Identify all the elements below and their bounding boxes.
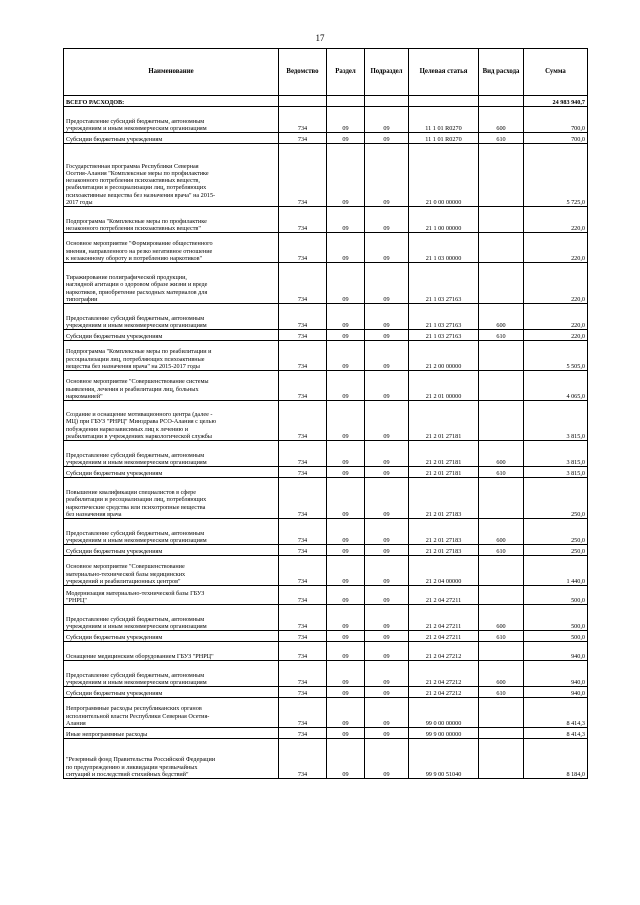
row-name: Подпрограмма "Комплексные меры по реабилитации и ресоциализации лиц, потребляющих психоактивные вещества без назначения врача" на 2015-2017 годы bbox=[64, 341, 279, 371]
row-subsection: 09 bbox=[365, 586, 409, 605]
row-name: Создание и оснащение мотивационного центра (далее - МЦ) при ГБУЗ "РНРЦ" Минздрава РСО-Алания с целью побуждения наркозависимых лиц к лечению и реабилитации в учреждениях наркологической службы bbox=[64, 401, 279, 441]
row-sum: 220,0 bbox=[524, 330, 588, 341]
row-target: 21 2 01 27183 bbox=[409, 478, 479, 519]
table-row bbox=[64, 642, 588, 661]
row-dept: 734 bbox=[279, 467, 327, 478]
row-section: 09 bbox=[327, 545, 365, 556]
row-subsection: 09 bbox=[365, 401, 409, 441]
row-sum: 940,0 bbox=[524, 642, 588, 661]
row-sum: 250,0 bbox=[524, 545, 588, 556]
row-target: 21 2 01 27183 bbox=[409, 545, 479, 556]
row-subsection: 09 bbox=[365, 107, 409, 133]
row-exp-type bbox=[479, 144, 524, 207]
header-subsection: Подраздел bbox=[365, 49, 409, 96]
row-exp-type bbox=[479, 207, 524, 233]
page-number: 17 bbox=[315, 33, 325, 43]
table-row bbox=[64, 144, 588, 207]
row-subsection: 09 bbox=[365, 642, 409, 661]
row-sum: 220,0 bbox=[524, 304, 588, 330]
row-name: Основное мероприятие "Формирование общественного мнения, направленного на резко негативное отношение к незаконному обороту и потреблению наркотиков" bbox=[64, 233, 279, 263]
table-row bbox=[64, 207, 588, 233]
row-section bbox=[327, 96, 365, 107]
row-sum: 500,0 bbox=[524, 586, 588, 605]
row-target: 21 2 01 00000 bbox=[409, 371, 479, 401]
row-exp-type: 600 bbox=[479, 304, 524, 330]
row-section: 09 bbox=[327, 371, 365, 401]
row-name: Тиражирование полиграфической продукции, наглядной агитации о здоровом образе жизни и вреде наркотиков, приобретение расходных материалов для типографии bbox=[64, 263, 279, 304]
row-dept: 734 bbox=[279, 545, 327, 556]
row-dept: 734 bbox=[279, 263, 327, 304]
row-dept: 734 bbox=[279, 371, 327, 401]
row-dept bbox=[279, 96, 327, 107]
row-sum: 700,0 bbox=[524, 133, 588, 144]
row-section: 09 bbox=[327, 519, 365, 545]
row-exp-type bbox=[479, 728, 524, 739]
row-exp-type bbox=[479, 556, 524, 586]
row-sum: 3 815,0 bbox=[524, 441, 588, 467]
row-dept: 734 bbox=[279, 687, 327, 698]
row-subsection bbox=[365, 96, 409, 107]
row-subsection: 09 bbox=[365, 341, 409, 371]
row-sum: 250,0 bbox=[524, 478, 588, 519]
row-exp-type bbox=[479, 263, 524, 304]
row-exp-type: 610 bbox=[479, 545, 524, 556]
row-name: Непрограммные расходы республиканских органов исполнительной власти Республики Северная Осетия- Алания bbox=[64, 698, 279, 728]
row-sum: 24 983 940,7 bbox=[524, 96, 588, 107]
row-target: 21 2 01 27181 bbox=[409, 401, 479, 441]
header-exp-type: Вид расхода bbox=[479, 49, 524, 96]
table-row bbox=[64, 586, 588, 605]
row-target: 21 2 04 27212 bbox=[409, 642, 479, 661]
row-section: 09 bbox=[327, 556, 365, 586]
table-row bbox=[64, 605, 588, 631]
row-subsection: 09 bbox=[365, 467, 409, 478]
row-section: 09 bbox=[327, 207, 365, 233]
table-row bbox=[64, 478, 588, 519]
table-row bbox=[64, 330, 588, 341]
row-sum: 220,0 bbox=[524, 233, 588, 263]
table-row bbox=[64, 698, 588, 728]
row-dept: 734 bbox=[279, 330, 327, 341]
row-name: Субсидии бюджетным учреждениям bbox=[64, 687, 279, 698]
row-dept: 734 bbox=[279, 304, 327, 330]
row-name: Государственная программа Республики Северная Осетия-Алания "Комплексные меры по профилактике незаконного потребления психоактивных веществ, реабилитации и ресоциализации лиц, потребляющих психоактивные вещества без назначения врача" на 2015- 2017 годы bbox=[64, 144, 279, 207]
row-subsection: 09 bbox=[365, 698, 409, 728]
row-sum: 5 505,0 bbox=[524, 341, 588, 371]
row-subsection: 09 bbox=[365, 330, 409, 341]
row-target: 99 0 00 00000 bbox=[409, 698, 479, 728]
row-name: Модернизация материально-технической базы ГБУЗ "РНРЦ" bbox=[64, 586, 279, 605]
row-exp-type: 600 bbox=[479, 661, 524, 687]
row-name: Основное мероприятие "Совершенствование материально-технической базы медицинских учреждений и реабилитационных центров" bbox=[64, 556, 279, 586]
row-exp-type bbox=[479, 478, 524, 519]
row-section: 09 bbox=[327, 401, 365, 441]
table-row bbox=[64, 728, 588, 739]
row-sum: 1 440,0 bbox=[524, 556, 588, 586]
row-dept: 734 bbox=[279, 642, 327, 661]
row-dept: 734 bbox=[279, 133, 327, 144]
row-target: 21 1 03 27163 bbox=[409, 330, 479, 341]
row-dept: 734 bbox=[279, 519, 327, 545]
table-row bbox=[64, 133, 588, 144]
row-dept: 734 bbox=[279, 441, 327, 467]
row-target: 99 9 00 51040 bbox=[409, 739, 479, 779]
row-section: 09 bbox=[327, 233, 365, 263]
row-name: Предоставление субсидий бюджетным, автономным учреждениям и иным некоммерческим организациям bbox=[64, 304, 279, 330]
row-name: Субсидии бюджетным учреждениям bbox=[64, 330, 279, 341]
row-section: 09 bbox=[327, 304, 365, 330]
row-target: 21 1 03 00000 bbox=[409, 233, 479, 263]
row-section: 09 bbox=[327, 144, 365, 207]
table-row bbox=[64, 371, 588, 401]
row-dept: 734 bbox=[279, 478, 327, 519]
row-section: 09 bbox=[327, 739, 365, 779]
row-section: 09 bbox=[327, 107, 365, 133]
row-target bbox=[409, 96, 479, 107]
row-name: Подпрограмма "Комплексные меры по профилактике незаконного потребления психоактивных веществ" bbox=[64, 207, 279, 233]
row-sum: 4 065,0 bbox=[524, 371, 588, 401]
row-name: Иные непрограммные расходы bbox=[64, 728, 279, 739]
row-target: 21 2 00 00000 bbox=[409, 341, 479, 371]
row-sum: 940,0 bbox=[524, 661, 588, 687]
row-subsection: 09 bbox=[365, 739, 409, 779]
row-target: 21 2 04 00000 bbox=[409, 556, 479, 586]
header-dept: Ведомство bbox=[279, 49, 327, 96]
row-target: 21 1 03 27163 bbox=[409, 263, 479, 304]
row-subsection: 09 bbox=[365, 556, 409, 586]
row-section: 09 bbox=[327, 330, 365, 341]
table-row bbox=[64, 441, 588, 467]
row-exp-type: 600 bbox=[479, 605, 524, 631]
row-subsection: 09 bbox=[365, 304, 409, 330]
row-target: 21 2 04 27211 bbox=[409, 586, 479, 605]
row-name: Основное мероприятие "Совершенствование системы выявления, лечения и реабилитации лиц, больных наркоманией" bbox=[64, 371, 279, 401]
row-dept: 734 bbox=[279, 586, 327, 605]
row-subsection: 09 bbox=[365, 441, 409, 467]
row-exp-type bbox=[479, 341, 524, 371]
row-sum: 500,0 bbox=[524, 631, 588, 642]
row-dept: 734 bbox=[279, 341, 327, 371]
row-target: 21 2 04 27212 bbox=[409, 661, 479, 687]
row-name: "Резервный фонд Правительства Российской Федерации по предупреждению и ликвидации чрезвычайных ситуаций и последствий стихийных бедствий" bbox=[64, 739, 279, 779]
row-exp-type bbox=[479, 642, 524, 661]
row-exp-type: 600 bbox=[479, 441, 524, 467]
row-target: 99 9 00 00000 bbox=[409, 728, 479, 739]
row-exp-type: 610 bbox=[479, 631, 524, 642]
row-target: 11 1 01 R0270 bbox=[409, 133, 479, 144]
row-section: 09 bbox=[327, 605, 365, 631]
row-section: 09 bbox=[327, 341, 365, 371]
row-name: Субсидии бюджетным учреждениям bbox=[64, 133, 279, 144]
table-row bbox=[64, 263, 588, 304]
row-sum: 220,0 bbox=[524, 207, 588, 233]
row-target: 21 2 01 27183 bbox=[409, 519, 479, 545]
row-section: 09 bbox=[327, 133, 365, 144]
row-name: ВСЕГО РАСХОДОВ: bbox=[64, 96, 279, 107]
row-target: 21 0 00 00000 bbox=[409, 144, 479, 207]
row-dept: 734 bbox=[279, 605, 327, 631]
row-target: 21 1 03 27163 bbox=[409, 304, 479, 330]
row-section: 09 bbox=[327, 661, 365, 687]
row-exp-type bbox=[479, 739, 524, 779]
row-dept: 734 bbox=[279, 401, 327, 441]
row-section: 09 bbox=[327, 441, 365, 467]
row-subsection: 09 bbox=[365, 478, 409, 519]
row-section: 09 bbox=[327, 631, 365, 642]
row-exp-type: 610 bbox=[479, 467, 524, 478]
row-exp-type bbox=[479, 96, 524, 107]
row-target: 21 2 04 27211 bbox=[409, 631, 479, 642]
header-target: Целевая статья bbox=[409, 49, 479, 96]
row-name: Оснащение медицинским оборудованием ГБУЗ "РНРЦ" bbox=[64, 642, 279, 661]
row-exp-type: 610 bbox=[479, 687, 524, 698]
header-sum: Сумма bbox=[524, 49, 588, 96]
row-sum: 220,0 bbox=[524, 263, 588, 304]
row-target: 21 2 04 27211 bbox=[409, 605, 479, 631]
table-row bbox=[64, 661, 588, 687]
row-sum: 940,0 bbox=[524, 687, 588, 698]
row-dept: 734 bbox=[279, 207, 327, 233]
row-dept: 734 bbox=[279, 728, 327, 739]
row-dept: 734 bbox=[279, 661, 327, 687]
row-exp-type: 600 bbox=[479, 107, 524, 133]
row-section: 09 bbox=[327, 642, 365, 661]
table-row bbox=[64, 739, 588, 779]
row-exp-type: 610 bbox=[479, 330, 524, 341]
row-sum: 8 184,0 bbox=[524, 739, 588, 779]
row-subsection: 09 bbox=[365, 144, 409, 207]
row-dept: 734 bbox=[279, 233, 327, 263]
row-sum: 250,0 bbox=[524, 519, 588, 545]
row-name: Повышение квалификации специалистов в сфере реабилитации и ресоциализации лиц, потребляющих наркотические средства или психотропные вещества без назначения врача bbox=[64, 478, 279, 519]
row-name: Субсидии бюджетным учреждениям bbox=[64, 631, 279, 642]
row-name: Предоставление субсидий бюджетным, автономным учреждениям и иным некоммерческим организациям bbox=[64, 605, 279, 631]
row-subsection: 09 bbox=[365, 728, 409, 739]
row-dept: 734 bbox=[279, 556, 327, 586]
row-exp-type bbox=[479, 233, 524, 263]
row-section: 09 bbox=[327, 263, 365, 304]
row-sum: 5 725,0 bbox=[524, 144, 588, 207]
row-exp-type bbox=[479, 401, 524, 441]
row-section: 09 bbox=[327, 478, 365, 519]
row-exp-type: 600 bbox=[479, 519, 524, 545]
row-sum: 700,0 bbox=[524, 107, 588, 133]
header-name: Наименование bbox=[64, 49, 279, 96]
row-name: Субсидии бюджетным учреждениям bbox=[64, 545, 279, 556]
row-sum: 8 414,3 bbox=[524, 728, 588, 739]
row-sum: 500,0 bbox=[524, 605, 588, 631]
row-section: 09 bbox=[327, 467, 365, 478]
row-subsection: 09 bbox=[365, 233, 409, 263]
row-dept: 734 bbox=[279, 144, 327, 207]
row-target: 21 1 00 00000 bbox=[409, 207, 479, 233]
row-target: 21 2 04 27212 bbox=[409, 687, 479, 698]
row-subsection: 09 bbox=[365, 605, 409, 631]
row-name: Предоставление субсидий бюджетным, автономным учреждениям и иным некоммерческим организациям bbox=[64, 107, 279, 133]
expenditure-table bbox=[63, 48, 588, 779]
row-subsection: 09 bbox=[365, 687, 409, 698]
row-subsection: 09 bbox=[365, 207, 409, 233]
table-row bbox=[64, 233, 588, 263]
table-row bbox=[64, 467, 588, 478]
row-target: 21 2 01 27181 bbox=[409, 467, 479, 478]
row-subsection: 09 bbox=[365, 371, 409, 401]
row-name: Предоставление субсидий бюджетным, автономным учреждениям и иным некоммерческим организациям bbox=[64, 661, 279, 687]
row-subsection: 09 bbox=[365, 263, 409, 304]
row-subsection: 09 bbox=[365, 545, 409, 556]
header-section: Раздел bbox=[327, 49, 365, 96]
table-total-row bbox=[64, 96, 588, 107]
table-row bbox=[64, 341, 588, 371]
row-dept: 734 bbox=[279, 739, 327, 779]
row-name: Предоставление субсидий бюджетным, автономным учреждениям и иным некоммерческим организациям bbox=[64, 519, 279, 545]
row-sum: 3 815,0 bbox=[524, 401, 588, 441]
row-exp-type: 610 bbox=[479, 133, 524, 144]
row-dept: 734 bbox=[279, 107, 327, 133]
row-dept: 734 bbox=[279, 698, 327, 728]
table-row bbox=[64, 519, 588, 545]
row-name: Предоставление субсидий бюджетным, автономным учреждениям и иным некоммерческим организациям bbox=[64, 441, 279, 467]
row-exp-type bbox=[479, 371, 524, 401]
row-subsection: 09 bbox=[365, 631, 409, 642]
table-row bbox=[64, 545, 588, 556]
row-section: 09 bbox=[327, 728, 365, 739]
table-row bbox=[64, 556, 588, 586]
row-section: 09 bbox=[327, 698, 365, 728]
row-exp-type bbox=[479, 586, 524, 605]
table-row bbox=[64, 631, 588, 642]
row-subsection: 09 bbox=[365, 133, 409, 144]
table-row bbox=[64, 304, 588, 330]
row-target: 11 1 01 R0270 bbox=[409, 107, 479, 133]
row-name: Субсидии бюджетным учреждениям bbox=[64, 467, 279, 478]
table-row bbox=[64, 401, 588, 441]
table-row bbox=[64, 107, 588, 133]
row-exp-type bbox=[479, 698, 524, 728]
row-section: 09 bbox=[327, 687, 365, 698]
row-target: 21 2 01 27181 bbox=[409, 441, 479, 467]
row-dept: 734 bbox=[279, 631, 327, 642]
row-sum: 8 414,3 bbox=[524, 698, 588, 728]
row-subsection: 09 bbox=[365, 519, 409, 545]
table-row bbox=[64, 687, 588, 698]
row-subsection: 09 bbox=[365, 661, 409, 687]
table-header-row bbox=[64, 49, 588, 96]
row-sum: 3 815,0 bbox=[524, 467, 588, 478]
row-section: 09 bbox=[327, 586, 365, 605]
